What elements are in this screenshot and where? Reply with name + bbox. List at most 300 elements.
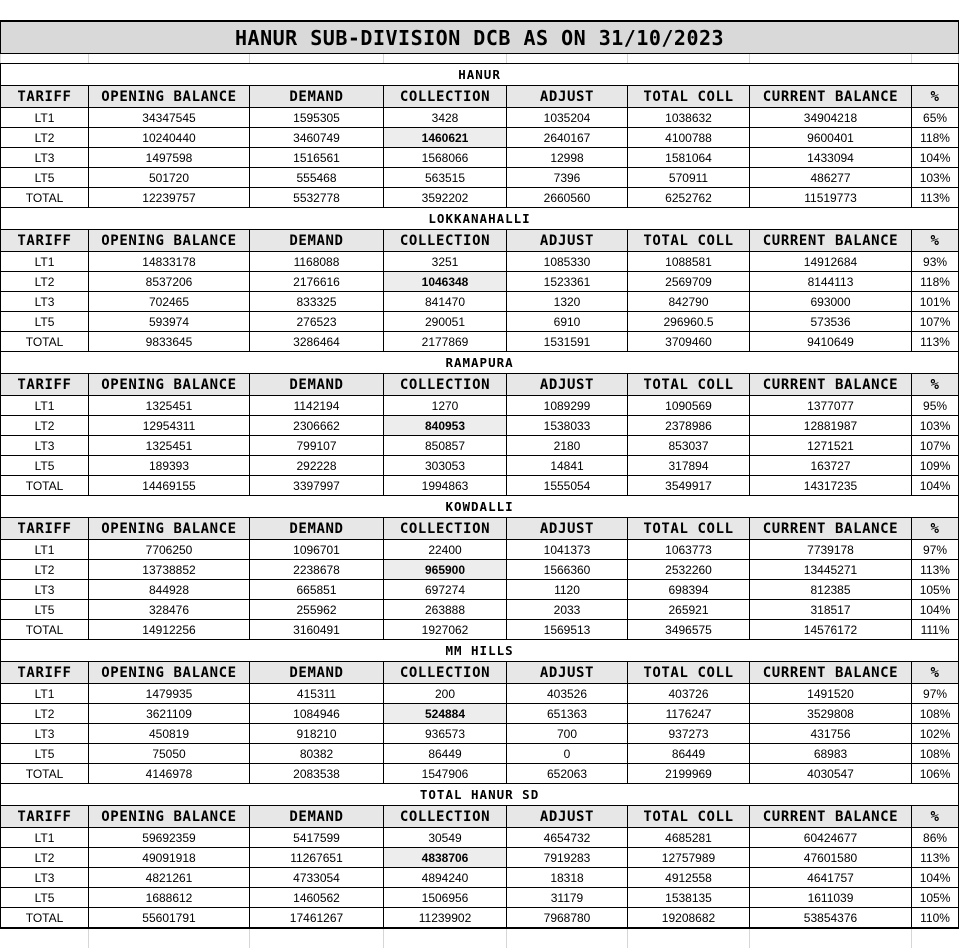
cell-adjust: 1566360 bbox=[507, 560, 628, 580]
column-header-opening-balance: OPENING BALANCE bbox=[89, 374, 250, 396]
cell-total-coll: 2378986 bbox=[628, 416, 750, 436]
cell-adjust: 1555054 bbox=[507, 476, 628, 496]
cell-collection: 30549 bbox=[384, 828, 507, 848]
cell-collection: 3251 bbox=[384, 252, 507, 272]
column-header-row bbox=[1, 662, 959, 684]
cell-opening-balance: 12954311 bbox=[89, 416, 250, 436]
column-header-total-coll: TOTAL COLL bbox=[628, 806, 750, 828]
column-header-percent: % bbox=[912, 806, 959, 828]
column-header-row bbox=[1, 230, 959, 252]
cell-current-balance: 68983 bbox=[750, 744, 912, 764]
cell-collection: 86449 bbox=[384, 744, 507, 764]
cell-adjust: 1089299 bbox=[507, 396, 628, 416]
cell-current-balance: 3529808 bbox=[750, 704, 912, 724]
page-title: HANUR SUB-DIVISION DCB AS ON 31/10/2023 bbox=[1, 21, 959, 54]
cell-opening-balance: 14833178 bbox=[89, 252, 250, 272]
cell-tariff: LT1 bbox=[1, 540, 89, 560]
cell-current-balance: 34904218 bbox=[750, 108, 912, 128]
cell-total-coll: 1088581 bbox=[628, 252, 750, 272]
cell-total-coll: 19208682 bbox=[628, 908, 750, 929]
cell-opening-balance: 7706250 bbox=[89, 540, 250, 560]
cell-adjust: 652063 bbox=[507, 764, 628, 784]
cell-adjust: 18318 bbox=[507, 868, 628, 888]
cell-tariff: LT1 bbox=[1, 108, 89, 128]
section-name: HANUR bbox=[1, 64, 959, 86]
cell-adjust: 0 bbox=[507, 744, 628, 764]
cell-percent: 108% bbox=[912, 744, 959, 764]
cell-total-coll: 4685281 bbox=[628, 828, 750, 848]
section-row bbox=[1, 352, 959, 374]
table-row bbox=[1, 476, 959, 496]
cell-percent: 106% bbox=[912, 764, 959, 784]
table-row bbox=[1, 272, 959, 292]
cell-demand: 1096701 bbox=[250, 540, 384, 560]
cell-total-coll: 937273 bbox=[628, 724, 750, 744]
cell-percent: 110% bbox=[912, 908, 959, 929]
cell-demand: 2238678 bbox=[250, 560, 384, 580]
column-header-adjust: ADJUST bbox=[507, 86, 628, 108]
table-row bbox=[1, 416, 959, 436]
table-row bbox=[1, 312, 959, 332]
column-header-opening-balance: OPENING BALANCE bbox=[89, 662, 250, 684]
cell-percent: 113% bbox=[912, 332, 959, 352]
column-header-row bbox=[1, 86, 959, 108]
column-header-percent: % bbox=[912, 662, 959, 684]
column-header-total-coll: TOTAL COLL bbox=[628, 374, 750, 396]
table-row bbox=[1, 108, 959, 128]
cell-current-balance: 693000 bbox=[750, 292, 912, 312]
cell-collection: 1547906 bbox=[384, 764, 507, 784]
cell-opening-balance: 9833645 bbox=[89, 332, 250, 352]
cell-percent: 97% bbox=[912, 684, 959, 704]
column-header-collection: COLLECTION bbox=[384, 230, 507, 252]
cell-adjust: 14841 bbox=[507, 456, 628, 476]
column-header-tariff: TARIFF bbox=[1, 662, 89, 684]
cell-demand: 5532778 bbox=[250, 188, 384, 208]
column-header-percent: % bbox=[912, 86, 959, 108]
column-header-percent: % bbox=[912, 230, 959, 252]
cell-current-balance: 14576172 bbox=[750, 620, 912, 640]
cell-current-balance: 14912684 bbox=[750, 252, 912, 272]
column-header-adjust: ADJUST bbox=[507, 230, 628, 252]
cell-percent: 113% bbox=[912, 188, 959, 208]
cell-total-coll: 317894 bbox=[628, 456, 750, 476]
cell-tariff: TOTAL bbox=[1, 476, 89, 496]
cell-total-coll: 853037 bbox=[628, 436, 750, 456]
cell-current-balance: 163727 bbox=[750, 456, 912, 476]
cell-opening-balance: 1325451 bbox=[89, 436, 250, 456]
section-name: LOKKANAHALLI bbox=[1, 208, 959, 230]
cell-adjust: 2640167 bbox=[507, 128, 628, 148]
section-name: TOTAL HANUR SD bbox=[1, 784, 959, 806]
cell-demand: 1084946 bbox=[250, 704, 384, 724]
cell-collection: 22400 bbox=[384, 540, 507, 560]
cell-demand: 276523 bbox=[250, 312, 384, 332]
cell-tariff: LT5 bbox=[1, 168, 89, 188]
table-row bbox=[1, 908, 959, 929]
cell-opening-balance: 4146978 bbox=[89, 764, 250, 784]
column-header-collection: COLLECTION bbox=[384, 86, 507, 108]
column-header-demand: DEMAND bbox=[250, 518, 384, 540]
column-header-current-balance: CURRENT BALANCE bbox=[750, 806, 912, 828]
column-header-percent: % bbox=[912, 374, 959, 396]
section-name: RAMAPURA bbox=[1, 352, 959, 374]
cell-adjust: 1320 bbox=[507, 292, 628, 312]
cell-tariff: LT5 bbox=[1, 456, 89, 476]
cell-opening-balance: 844928 bbox=[89, 580, 250, 600]
cell-current-balance: 1271521 bbox=[750, 436, 912, 456]
cell-demand: 3397997 bbox=[250, 476, 384, 496]
cell-opening-balance: 4821261 bbox=[89, 868, 250, 888]
cell-percent: 65% bbox=[912, 108, 959, 128]
cell-demand: 3160491 bbox=[250, 620, 384, 640]
cell-adjust: 6910 bbox=[507, 312, 628, 332]
section-row bbox=[1, 640, 959, 662]
cell-percent: 93% bbox=[912, 252, 959, 272]
cell-percent: 97% bbox=[912, 540, 959, 560]
cell-tariff: LT1 bbox=[1, 396, 89, 416]
cell-percent: 105% bbox=[912, 888, 959, 908]
table-row bbox=[1, 252, 959, 272]
section-row bbox=[1, 784, 959, 806]
cell-opening-balance: 450819 bbox=[89, 724, 250, 744]
table-row bbox=[1, 168, 959, 188]
cell-total-coll: 6252762 bbox=[628, 188, 750, 208]
cell-adjust: 403526 bbox=[507, 684, 628, 704]
cell-adjust: 1531591 bbox=[507, 332, 628, 352]
cell-current-balance: 1433094 bbox=[750, 148, 912, 168]
cell-adjust: 31179 bbox=[507, 888, 628, 908]
cell-total-coll: 2569709 bbox=[628, 272, 750, 292]
cell-current-balance: 11519773 bbox=[750, 188, 912, 208]
table-row bbox=[1, 744, 959, 764]
cell-tariff: TOTAL bbox=[1, 332, 89, 352]
cell-current-balance: 1377077 bbox=[750, 396, 912, 416]
cell-adjust: 1041373 bbox=[507, 540, 628, 560]
cell-collection: 850857 bbox=[384, 436, 507, 456]
cell-total-coll: 698394 bbox=[628, 580, 750, 600]
table-row bbox=[1, 600, 959, 620]
cell-demand: 3460749 bbox=[250, 128, 384, 148]
cell-demand: 1142194 bbox=[250, 396, 384, 416]
cell-demand: 1516561 bbox=[250, 148, 384, 168]
cell-opening-balance: 593974 bbox=[89, 312, 250, 332]
cell-tariff: LT5 bbox=[1, 600, 89, 620]
cell-tariff: LT2 bbox=[1, 704, 89, 724]
cell-opening-balance: 1479935 bbox=[89, 684, 250, 704]
cell-current-balance: 9410649 bbox=[750, 332, 912, 352]
column-header-opening-balance: OPENING BALANCE bbox=[89, 806, 250, 828]
cell-opening-balance: 328476 bbox=[89, 600, 250, 620]
cell-percent: 105% bbox=[912, 580, 959, 600]
cell-collection: 303053 bbox=[384, 456, 507, 476]
section-row bbox=[1, 496, 959, 518]
cell-percent: 102% bbox=[912, 724, 959, 744]
cell-total-coll: 3549917 bbox=[628, 476, 750, 496]
column-header-collection: COLLECTION bbox=[384, 374, 507, 396]
cell-opening-balance: 55601791 bbox=[89, 908, 250, 929]
cell-total-coll: 4912558 bbox=[628, 868, 750, 888]
cell-percent: 104% bbox=[912, 600, 959, 620]
column-header-tariff: TARIFF bbox=[1, 518, 89, 540]
cell-opening-balance: 189393 bbox=[89, 456, 250, 476]
cell-demand: 1595305 bbox=[250, 108, 384, 128]
cell-opening-balance: 12239757 bbox=[89, 188, 250, 208]
cell-adjust: 2660560 bbox=[507, 188, 628, 208]
column-header-demand: DEMAND bbox=[250, 230, 384, 252]
cell-opening-balance: 34347545 bbox=[89, 108, 250, 128]
cell-tariff: LT2 bbox=[1, 848, 89, 868]
cell-percent: 107% bbox=[912, 436, 959, 456]
column-header-tariff: TARIFF bbox=[1, 86, 89, 108]
cell-total-coll: 12757989 bbox=[628, 848, 750, 868]
column-header-total-coll: TOTAL COLL bbox=[628, 86, 750, 108]
cell-tariff: TOTAL bbox=[1, 764, 89, 784]
cell-collection: 3428 bbox=[384, 108, 507, 128]
cell-percent: 104% bbox=[912, 148, 959, 168]
cell-collection: 524884 bbox=[384, 704, 507, 724]
cell-total-coll: 1538135 bbox=[628, 888, 750, 908]
table-row bbox=[1, 436, 959, 456]
column-header-total-coll: TOTAL COLL bbox=[628, 518, 750, 540]
table-row bbox=[1, 580, 959, 600]
table-row bbox=[1, 292, 959, 312]
column-header-current-balance: CURRENT BALANCE bbox=[750, 86, 912, 108]
table-row bbox=[1, 188, 959, 208]
cell-collection: 936573 bbox=[384, 724, 507, 744]
cell-collection: 3592202 bbox=[384, 188, 507, 208]
cell-tariff: LT5 bbox=[1, 312, 89, 332]
cell-demand: 415311 bbox=[250, 684, 384, 704]
column-header-demand: DEMAND bbox=[250, 662, 384, 684]
cell-collection: 1046348 bbox=[384, 272, 507, 292]
cell-opening-balance: 59692359 bbox=[89, 828, 250, 848]
column-header-row bbox=[1, 518, 959, 540]
cell-percent: 103% bbox=[912, 416, 959, 436]
cell-demand: 80382 bbox=[250, 744, 384, 764]
column-header-total-coll: TOTAL COLL bbox=[628, 662, 750, 684]
cell-opening-balance: 8537206 bbox=[89, 272, 250, 292]
table-row bbox=[1, 764, 959, 784]
table-row bbox=[1, 888, 959, 908]
cell-adjust: 7396 bbox=[507, 168, 628, 188]
cell-current-balance: 4641757 bbox=[750, 868, 912, 888]
cell-current-balance: 9600401 bbox=[750, 128, 912, 148]
cell-demand: 918210 bbox=[250, 724, 384, 744]
spacer-row bbox=[1, 54, 959, 64]
cell-tariff: LT3 bbox=[1, 724, 89, 744]
cell-collection: 1460621 bbox=[384, 128, 507, 148]
cell-collection: 965900 bbox=[384, 560, 507, 580]
cell-percent: 109% bbox=[912, 456, 959, 476]
column-header-tariff: TARIFF bbox=[1, 374, 89, 396]
cell-current-balance: 1611039 bbox=[750, 888, 912, 908]
column-header-row bbox=[1, 806, 959, 828]
cell-total-coll: 4100788 bbox=[628, 128, 750, 148]
cell-collection: 263888 bbox=[384, 600, 507, 620]
column-header-opening-balance: OPENING BALANCE bbox=[89, 518, 250, 540]
cell-tariff: LT2 bbox=[1, 272, 89, 292]
cell-opening-balance: 13738852 bbox=[89, 560, 250, 580]
cell-tariff: LT2 bbox=[1, 416, 89, 436]
cell-demand: 1460562 bbox=[250, 888, 384, 908]
column-header-adjust: ADJUST bbox=[507, 518, 628, 540]
column-header-current-balance: CURRENT BALANCE bbox=[750, 230, 912, 252]
cell-tariff: LT3 bbox=[1, 580, 89, 600]
cell-percent: 113% bbox=[912, 560, 959, 580]
cell-collection: 200 bbox=[384, 684, 507, 704]
cell-percent: 118% bbox=[912, 272, 959, 292]
cell-total-coll: 2199969 bbox=[628, 764, 750, 784]
column-header-current-balance: CURRENT BALANCE bbox=[750, 662, 912, 684]
cell-collection: 1568066 bbox=[384, 148, 507, 168]
table-row bbox=[1, 148, 959, 168]
cell-adjust: 1085330 bbox=[507, 252, 628, 272]
cell-tariff: LT3 bbox=[1, 148, 89, 168]
cell-adjust: 12998 bbox=[507, 148, 628, 168]
cell-current-balance: 60424677 bbox=[750, 828, 912, 848]
title-row bbox=[1, 21, 959, 54]
cell-total-coll: 296960.5 bbox=[628, 312, 750, 332]
cell-current-balance: 812385 bbox=[750, 580, 912, 600]
cell-percent: 107% bbox=[912, 312, 959, 332]
cell-adjust: 7968780 bbox=[507, 908, 628, 929]
cell-total-coll: 403726 bbox=[628, 684, 750, 704]
section-name: KOWDALLI bbox=[1, 496, 959, 518]
cell-collection: 11239902 bbox=[384, 908, 507, 929]
cell-percent: 103% bbox=[912, 168, 959, 188]
cell-tariff: TOTAL bbox=[1, 908, 89, 929]
cell-current-balance: 486277 bbox=[750, 168, 912, 188]
cell-total-coll: 842790 bbox=[628, 292, 750, 312]
table-row bbox=[1, 540, 959, 560]
cell-percent: 104% bbox=[912, 476, 959, 496]
cell-collection: 290051 bbox=[384, 312, 507, 332]
cell-tariff: LT1 bbox=[1, 828, 89, 848]
cell-percent: 113% bbox=[912, 848, 959, 868]
cell-percent: 111% bbox=[912, 620, 959, 640]
cell-adjust: 1538033 bbox=[507, 416, 628, 436]
cell-demand: 833325 bbox=[250, 292, 384, 312]
cell-adjust: 1035204 bbox=[507, 108, 628, 128]
cell-opening-balance: 3621109 bbox=[89, 704, 250, 724]
cell-tariff: TOTAL bbox=[1, 620, 89, 640]
column-header-percent: % bbox=[912, 518, 959, 540]
cell-opening-balance: 14912256 bbox=[89, 620, 250, 640]
cell-current-balance: 8144113 bbox=[750, 272, 912, 292]
cell-current-balance: 14317235 bbox=[750, 476, 912, 496]
cell-collection: 1927062 bbox=[384, 620, 507, 640]
cell-current-balance: 431756 bbox=[750, 724, 912, 744]
cell-collection: 697274 bbox=[384, 580, 507, 600]
table-row bbox=[1, 868, 959, 888]
cell-total-coll: 1063773 bbox=[628, 540, 750, 560]
section-name: MM HILLS bbox=[1, 640, 959, 662]
cell-total-coll: 1176247 bbox=[628, 704, 750, 724]
cell-current-balance: 13445271 bbox=[750, 560, 912, 580]
cell-demand: 17461267 bbox=[250, 908, 384, 929]
cell-demand: 799107 bbox=[250, 436, 384, 456]
cell-opening-balance: 702465 bbox=[89, 292, 250, 312]
cell-percent: 118% bbox=[912, 128, 959, 148]
cell-tariff: LT5 bbox=[1, 744, 89, 764]
cell-opening-balance: 14469155 bbox=[89, 476, 250, 496]
table-row bbox=[1, 332, 959, 352]
cell-adjust: 7919283 bbox=[507, 848, 628, 868]
cell-adjust: 1569513 bbox=[507, 620, 628, 640]
cell-tariff: LT2 bbox=[1, 128, 89, 148]
cell-demand: 555468 bbox=[250, 168, 384, 188]
cell-current-balance: 47601580 bbox=[750, 848, 912, 868]
cell-opening-balance: 1325451 bbox=[89, 396, 250, 416]
cell-current-balance: 318517 bbox=[750, 600, 912, 620]
cell-tariff: LT3 bbox=[1, 292, 89, 312]
cell-opening-balance: 501720 bbox=[89, 168, 250, 188]
column-header-total-coll: TOTAL COLL bbox=[628, 230, 750, 252]
cell-percent: 95% bbox=[912, 396, 959, 416]
cell-tariff: LT1 bbox=[1, 252, 89, 272]
cell-collection: 4894240 bbox=[384, 868, 507, 888]
column-header-collection: COLLECTION bbox=[384, 806, 507, 828]
section-row bbox=[1, 208, 959, 230]
cell-adjust: 1120 bbox=[507, 580, 628, 600]
column-header-adjust: ADJUST bbox=[507, 374, 628, 396]
column-header-demand: DEMAND bbox=[250, 86, 384, 108]
cell-tariff: LT1 bbox=[1, 684, 89, 704]
cell-demand: 2083538 bbox=[250, 764, 384, 784]
column-header-tariff: TARIFF bbox=[1, 806, 89, 828]
cell-percent: 108% bbox=[912, 704, 959, 724]
table-row bbox=[1, 828, 959, 848]
cell-total-coll: 3496575 bbox=[628, 620, 750, 640]
cell-total-coll: 3709460 bbox=[628, 332, 750, 352]
table-row bbox=[1, 128, 959, 148]
cell-current-balance: 4030547 bbox=[750, 764, 912, 784]
cell-total-coll: 1038632 bbox=[628, 108, 750, 128]
column-header-adjust: ADJUST bbox=[507, 806, 628, 828]
cell-adjust: 651363 bbox=[507, 704, 628, 724]
table-row bbox=[1, 456, 959, 476]
cell-collection: 840953 bbox=[384, 416, 507, 436]
cell-adjust: 2180 bbox=[507, 436, 628, 456]
cell-total-coll: 2532260 bbox=[628, 560, 750, 580]
cell-total-coll: 1581064 bbox=[628, 148, 750, 168]
column-header-demand: DEMAND bbox=[250, 806, 384, 828]
cell-demand: 3286464 bbox=[250, 332, 384, 352]
table-row bbox=[1, 396, 959, 416]
cell-opening-balance: 75050 bbox=[89, 744, 250, 764]
cell-demand: 255962 bbox=[250, 600, 384, 620]
cell-demand: 665851 bbox=[250, 580, 384, 600]
cell-total-coll: 86449 bbox=[628, 744, 750, 764]
cell-current-balance: 12881987 bbox=[750, 416, 912, 436]
cell-collection: 1994863 bbox=[384, 476, 507, 496]
table-row bbox=[1, 724, 959, 744]
cell-total-coll: 265921 bbox=[628, 600, 750, 620]
cell-tariff: LT5 bbox=[1, 888, 89, 908]
table-row bbox=[1, 684, 959, 704]
cell-tariff: LT2 bbox=[1, 560, 89, 580]
column-header-demand: DEMAND bbox=[250, 374, 384, 396]
cell-collection: 563515 bbox=[384, 168, 507, 188]
column-header-opening-balance: OPENING BALANCE bbox=[89, 230, 250, 252]
cell-demand: 4733054 bbox=[250, 868, 384, 888]
cell-collection: 2177869 bbox=[384, 332, 507, 352]
cell-opening-balance: 49091918 bbox=[89, 848, 250, 868]
cell-current-balance: 7739178 bbox=[750, 540, 912, 560]
table-row bbox=[1, 704, 959, 724]
cell-demand: 2306662 bbox=[250, 416, 384, 436]
